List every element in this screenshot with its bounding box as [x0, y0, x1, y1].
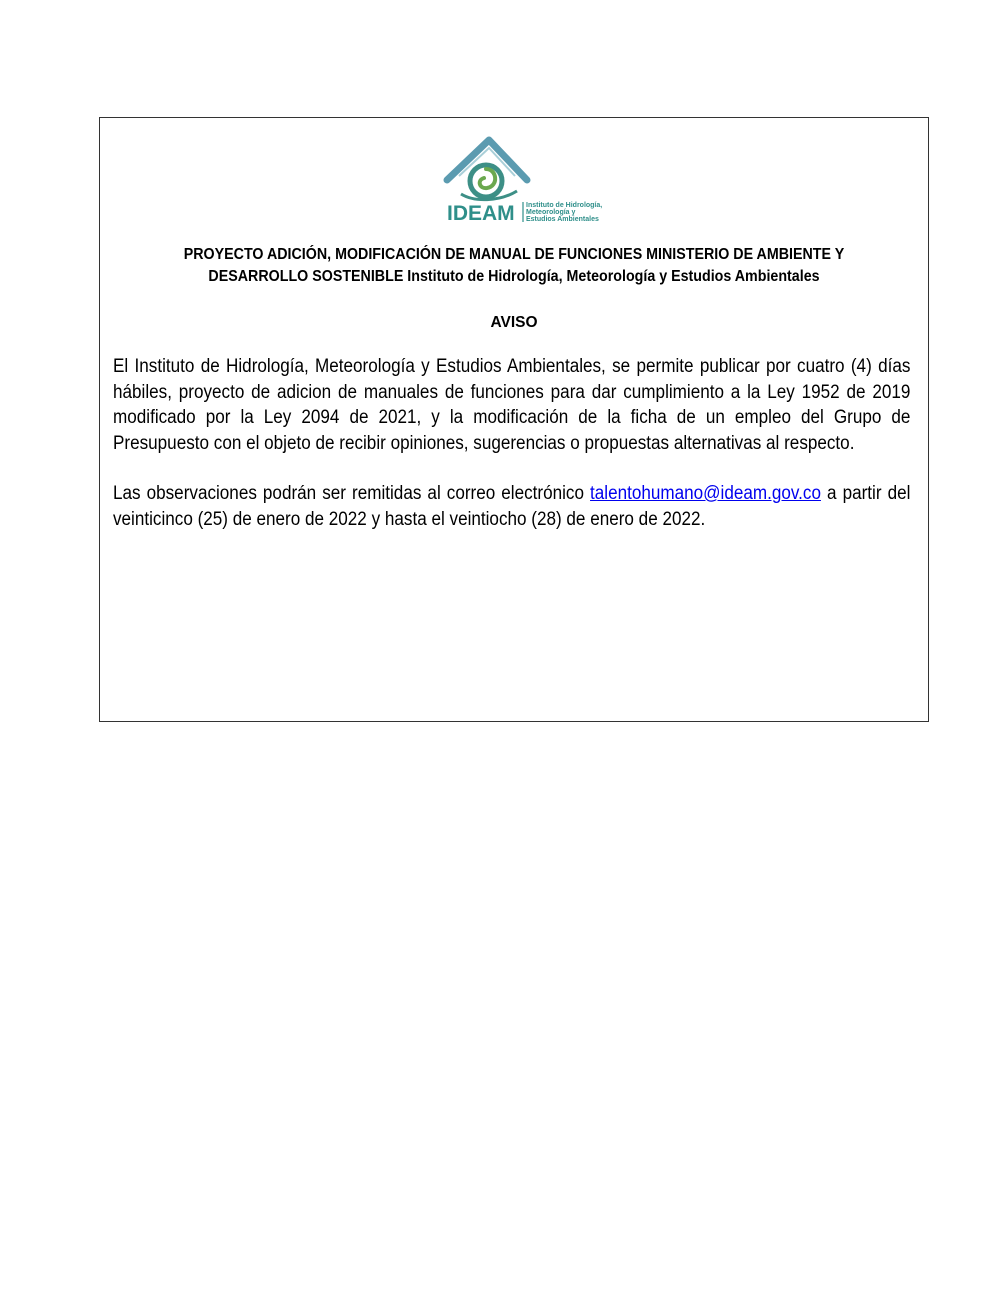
logo-subtitle-line-1: Instituto de Hidrología, — [526, 202, 603, 209]
notice-paragraph-1: El Instituto de Hidrología, Meteorología y Estudios Ambientales, se permite publicar por cuatro (4) días hábiles, proyecto de adicion de manuales de funciones para dar cumplimiento a la Ley 1952 de 2019 modificado por la Ley 2094 de 2021, y la modificación de la ficha de un empleo del Grupo de Presupuesto con el objeto de recibir opiniones, sugerencias o propuestas alternativas al respecto. — [113, 356, 911, 454]
email-link[interactable]: talentohumano@ideam.gov.co — [590, 483, 821, 504]
paragraph-2-before: Las observaciones podrán ser remitidas al correo electrónico — [113, 483, 591, 504]
logo-subtitle-line-2: Meteorología y — [526, 209, 576, 216]
ideam-logo — [439, 136, 619, 226]
title-line-1: PROYECTO ADICIÓN, MODIFICACIÓN DE MANUAL DE FUNCIONES MINISTERIO DE AMBIENTE Y — [183, 246, 845, 263]
logo-acronym: IDEAM — [447, 202, 515, 225]
document-title — [152, 244, 877, 288]
notice-heading: AVISO — [490, 314, 538, 331]
paragraph-2-after: a partir del veinticinco (25) de enero de 2022 y hasta el veintiocho (28) de enero de 2022. — [113, 483, 911, 530]
title-line-2: DESARROLLO SOSTENIBLE Instituto de Hidrología, Meteorología y Estudios Ambientales — [208, 268, 820, 285]
notice-paragraph-2 — [113, 481, 910, 532]
logo-subtitle-line-3: Estudios Ambientales — [526, 216, 599, 223]
notice-box — [99, 117, 929, 722]
